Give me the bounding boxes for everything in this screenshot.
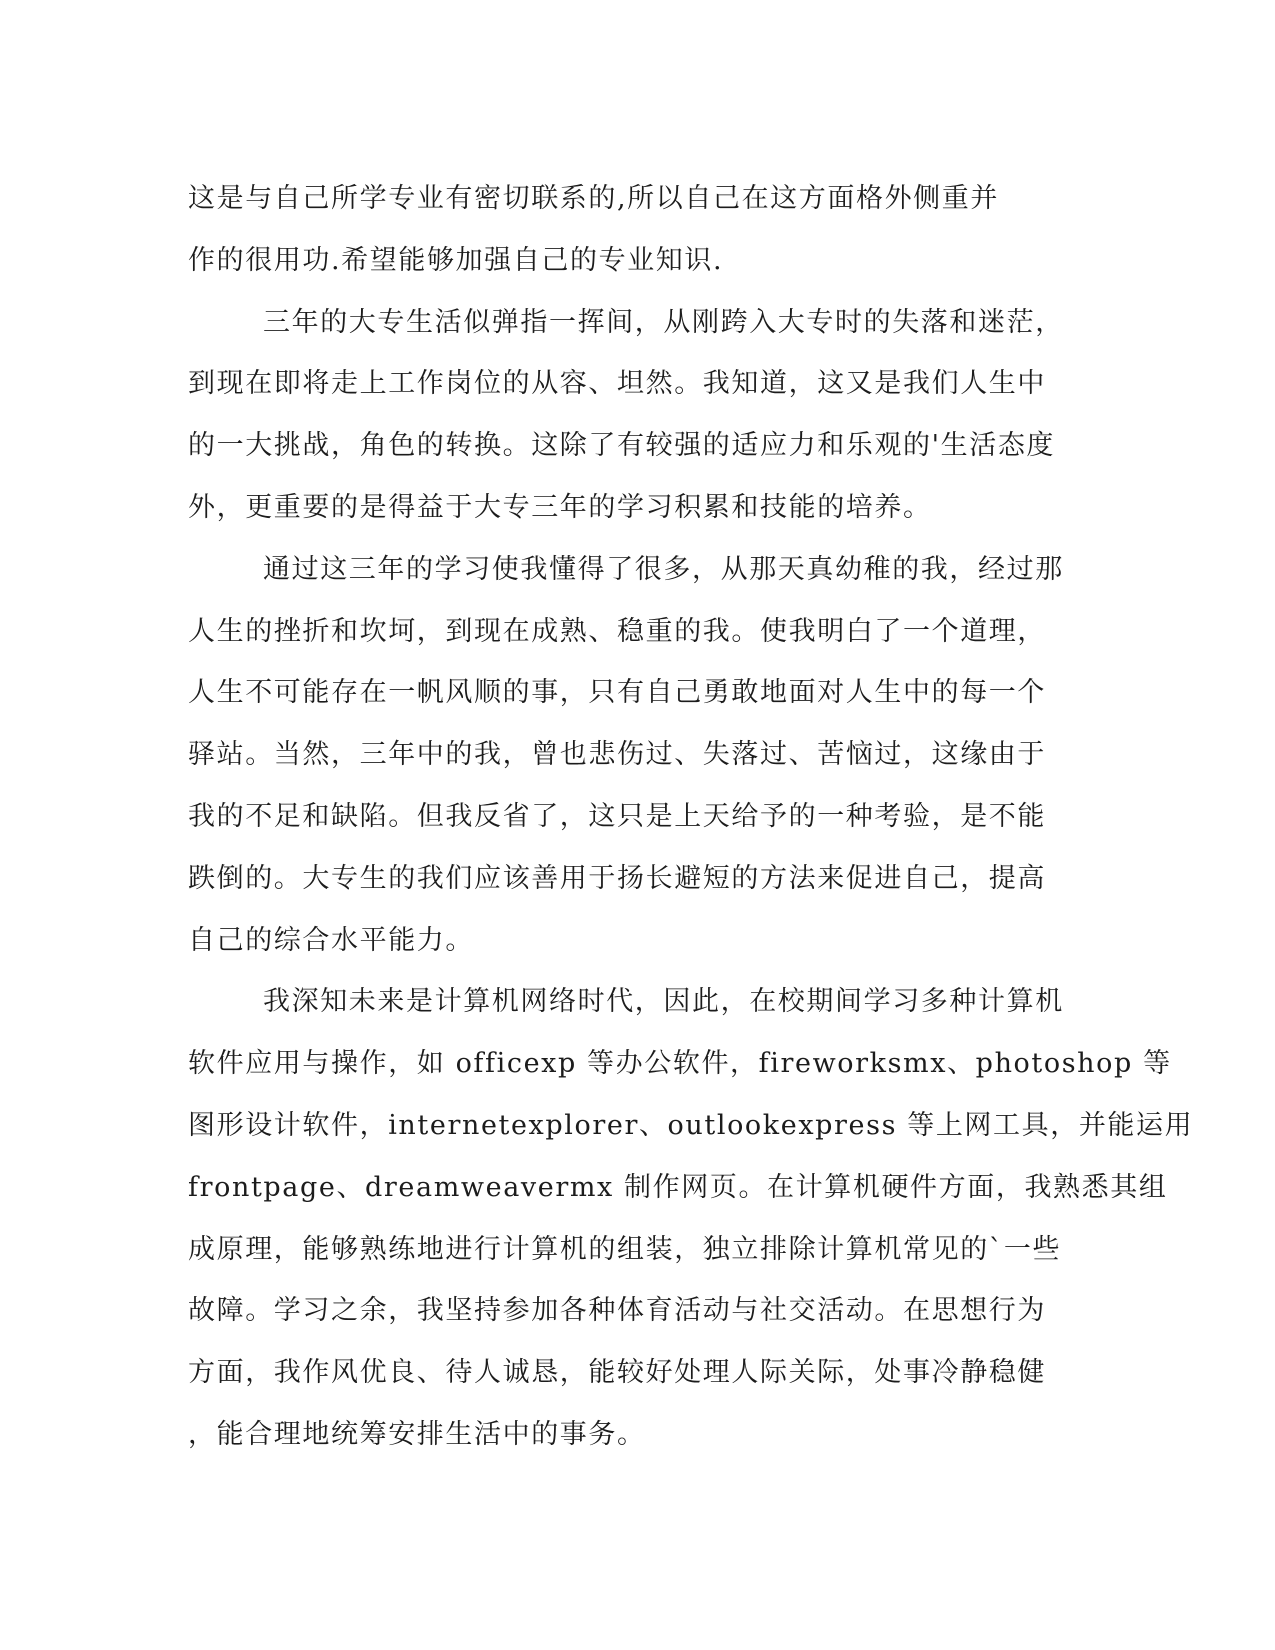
text-line: 成原理，能够熟练地进行计算机的组装，独立排除计算机常见的`一些 xyxy=(188,1233,1062,1265)
paragraph-first-line: 我深知未来是计算机网络时代，因此，在校期间学习多种计算机 xyxy=(263,986,1064,1018)
text-line: 作的很用功.希望能够加强自己的专业知识. xyxy=(188,244,724,276)
text-line: 图形设计软件，internetexplorer、outlookexpress 等上网工具，并能运用 xyxy=(188,1109,1194,1141)
paragraph-first-line: 通过这三年的学习使我懂得了很多，从那天真幼稚的我，经过那 xyxy=(263,553,1064,585)
text-line: 自己的综合水平能力。 xyxy=(188,924,474,956)
text-line: 驿站。当然，三年中的我，曾也悲伤过、失落过、苦恼过，这缘由于 xyxy=(188,739,1046,771)
text-line: 故障。学习之余，我坚持参加各种体育活动与社交活动。在思想行为 xyxy=(188,1295,1046,1327)
paragraph-first-line: 三年的大专生活似弹指一挥间，从刚跨入大专时的失落和迷茫， xyxy=(263,306,1064,338)
text-line: 这是与自己所学专业有密切联系的,所以自己在这方面格外侧重并 xyxy=(188,183,999,214)
text-line: 人生的挫折和坎坷，到现在成熟、稳重的我。使我明白了一个道理， xyxy=(188,615,1046,647)
text-line: frontpage、dreamweavermx 制作网页。在计算机硬件方面，我熟悉其组 xyxy=(188,1171,1168,1203)
text-line: 到现在即将走上工作岗位的从容、坦然。我知道，这又是我们人生中 xyxy=(188,368,1046,400)
text-line: ，能合理地统筹安排生活中的事务。 xyxy=(188,1418,646,1450)
text-line: 人生不可能存在一帆风顺的事，只有自己勇敢地面对人生中的每一个 xyxy=(188,677,1046,709)
document-body xyxy=(188,168,1194,1466)
text-line: 方面，我作风优良、待人诚恳，能较好处理人际关际，处事冷静稳健 xyxy=(188,1357,1046,1389)
text-line: 外，更重要的是得益于大专三年的学习积累和技能的培养。 xyxy=(188,491,932,523)
text-line: 跌倒的。大专生的我们应该善用于扬长避短的方法来促进自己，提高 xyxy=(188,862,1046,894)
text-line: 我的不足和缺陷。但我反省了，这只是上天给予的一种考验，是不能 xyxy=(188,800,1046,832)
text-line: 的一大挑战，角色的转换。这除了有较强的适应力和乐观的'生活态度 xyxy=(188,430,1056,462)
text-line: 软件应用与操作，如 officexp 等办公软件，fireworksmx、photoshop 等 xyxy=(188,1048,1172,1080)
